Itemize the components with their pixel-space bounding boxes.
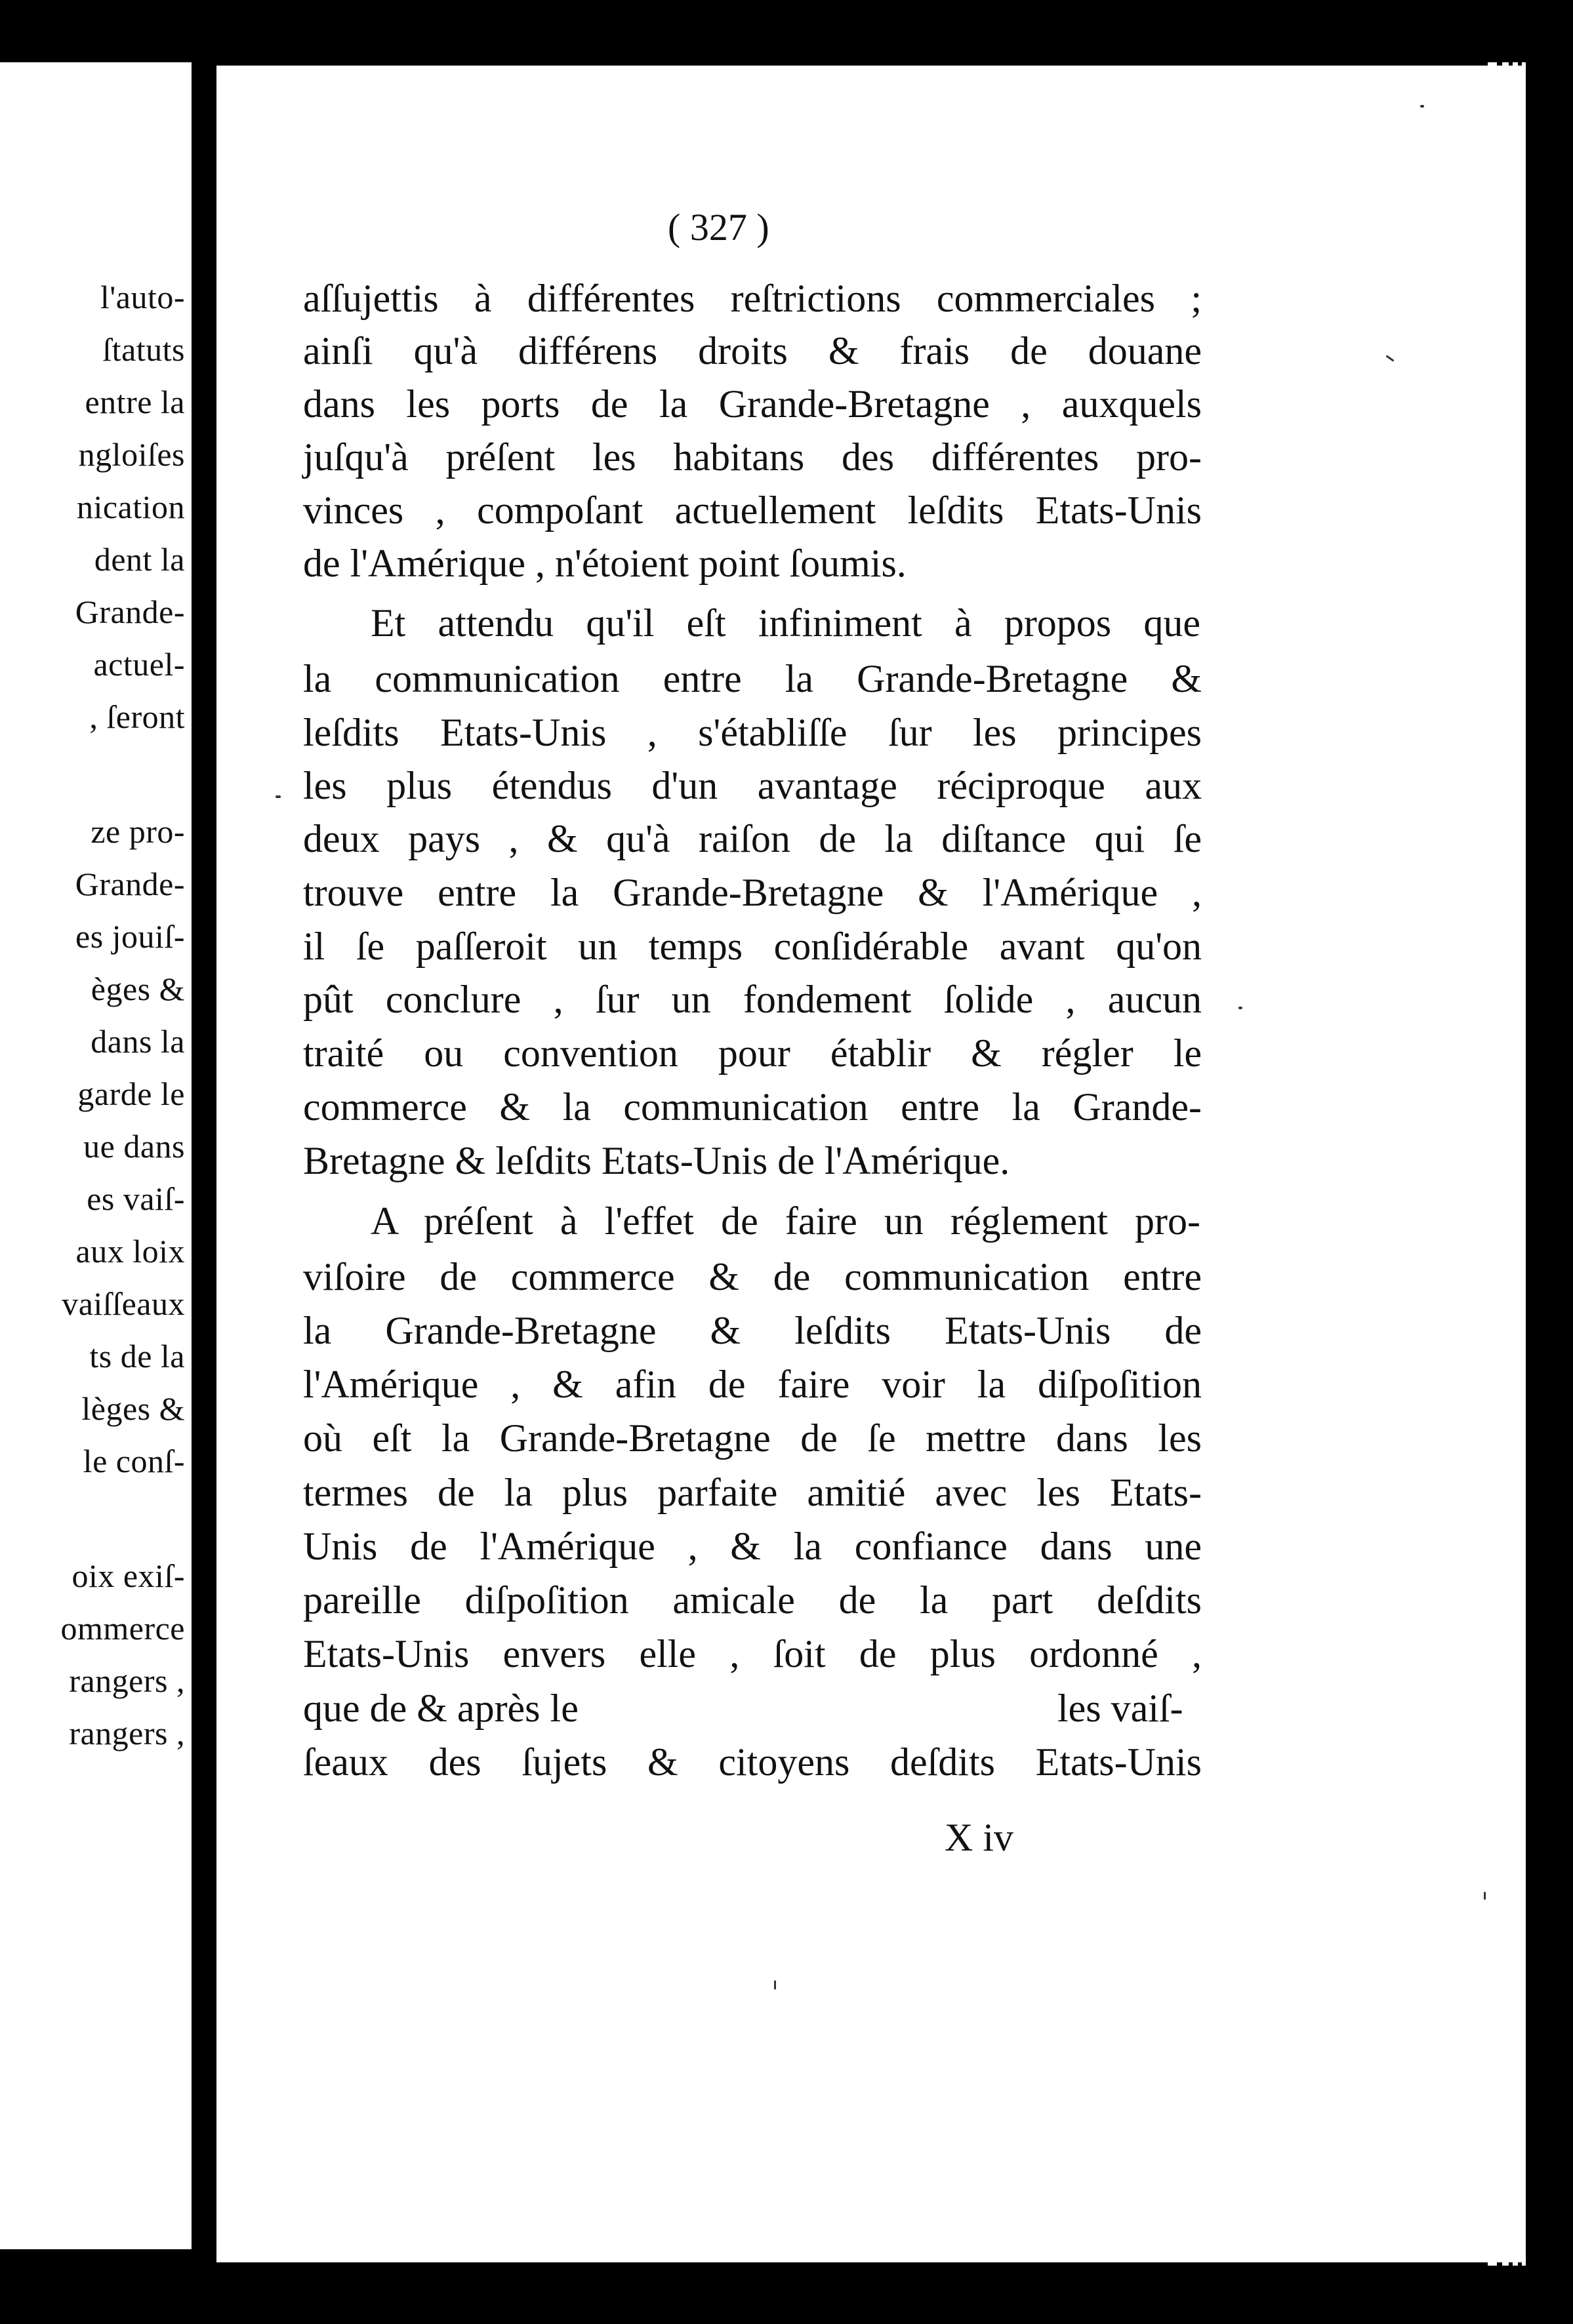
text-line: leſdits Etats-Unis , s'établiſſe ſur les principes: [303, 711, 1202, 754]
left-page-line: dent la: [94, 541, 185, 578]
text-line: aſſujettis à différentes reſtrictions commerciales ;: [303, 277, 1202, 320]
left-page-line: le conſ-: [83, 1443, 185, 1479]
text-line: les plus étendus d'un avantage réciproque aux: [303, 764, 1202, 807]
left-page-line: ſtatuts: [102, 331, 185, 368]
left-page-line: es jouiſ-: [75, 918, 185, 955]
left-page-line: Grande-: [75, 866, 185, 902]
paper-speck: [276, 795, 281, 798]
left-page-line: entre la: [85, 384, 185, 420]
text-line-before-blank: que de & après le: [303, 1687, 579, 1730]
text-line: trouve entre la Grande-Bretagne & l'Amérique ,: [303, 871, 1202, 914]
text-line: ainſi qu'à différens droits & frais de douane: [303, 329, 1202, 372]
left-page-line: vaiſſeaux: [62, 1285, 185, 1322]
left-page-line: , ſeront: [89, 698, 185, 735]
text-line: dans les ports de la Grande-Bretagne , auxquels: [303, 382, 1202, 426]
left-page-line: lèges &: [81, 1390, 185, 1427]
text-line: il ſe paſſeroit un temps conſidérable avant qu'on: [303, 925, 1202, 968]
left-page-line: ngloiſes: [78, 436, 185, 473]
text-line: pareille diſpoſition amicale de la part deſdits: [303, 1578, 1202, 1622]
text-line: Bretagne & leſdits Etats-Unis de l'Amérique.: [303, 1139, 1010, 1182]
paper-speck: [774, 1980, 776, 1990]
left-page-line: rangers ,: [69, 1715, 185, 1752]
text-line: commerce & la communication entre la Grande-: [303, 1085, 1202, 1129]
left-page-line: l'auto-: [100, 279, 185, 315]
text-line-after-blank: les vaiſ-: [1057, 1687, 1183, 1730]
page-edge: [1513, 62, 1518, 2266]
left-page-line: rangers ,: [69, 1662, 185, 1699]
left-page-line: es vaiſ-: [87, 1180, 185, 1217]
left-page-line: aux loix: [75, 1233, 185, 1270]
left-page-line: dans la: [91, 1023, 185, 1060]
page-edge: [1502, 62, 1509, 2266]
text-line: termes de la plus parfaite amitié avec les Etats-: [303, 1471, 1202, 1514]
text-line: ſeaux des ſujets & citoyens deſdits Etats-Unis: [303, 1740, 1202, 1784]
text-line: A préſent à l'effet de faire un réglement pro-: [371, 1199, 1200, 1243]
page-edge: [1522, 62, 1526, 2266]
text-line: la Grande-Bretagne & leſdits Etats-Unis de: [303, 1309, 1202, 1352]
left-page-line: èges &: [91, 971, 185, 1007]
paper-speck: [1484, 1892, 1486, 1900]
left-page-line: ts de la: [89, 1338, 185, 1374]
text-line: la communication entre la Grande-Bretagne &: [303, 657, 1202, 700]
left-page-line: ommerce: [60, 1610, 185, 1647]
page-edge: [1488, 62, 1497, 2266]
text-line: viſoire de commerce & de communication entre: [303, 1255, 1202, 1298]
left-page-line: nication: [76, 489, 185, 525]
text-line: traité ou convention pour établir & régler le: [303, 1032, 1202, 1075]
paper-speck: [1420, 105, 1424, 108]
left-page-line: ue dans: [83, 1128, 185, 1165]
text-line: de l'Amérique , n'étoient point ſoumis.: [303, 542, 907, 585]
text-line: Etats-Unis envers elle , ſoit de plus ordonné ,: [303, 1632, 1202, 1675]
left-page-line: garde le: [77, 1075, 185, 1112]
text-line: Et attendu qu'il eſt infiniment à propos que: [371, 601, 1200, 645]
text-line: Unis de l'Amérique , & la confiance dans une: [303, 1525, 1202, 1568]
text-line: pût conclure , ſur un fondement ſolide , aucun: [303, 978, 1202, 1021]
text-line: où eſt la Grande-Bretagne de ſe mettre dans les: [303, 1416, 1202, 1460]
left-page-line: oix exiſ-: [72, 1557, 185, 1594]
left-page-line: Grande-: [75, 593, 185, 630]
text-line: l'Amérique , & afin de faire voir la diſpoſition: [303, 1363, 1202, 1406]
text-line: vinces , compoſant actuellement leſdits Etats-Unis: [303, 489, 1202, 532]
left-facing-page: [0, 62, 192, 2249]
paper-speck: [1238, 1007, 1242, 1009]
left-page-line: actuel-: [93, 646, 185, 683]
text-line: deux pays , & qu'à raiſon de la diſtance qui ſe: [303, 817, 1202, 860]
left-page-line: ze pro-: [91, 813, 185, 850]
signature-mark: X iv: [945, 1816, 1013, 1859]
text-line: juſqu'à préſent les habitans des différentes pro-: [303, 435, 1202, 479]
page-number: ( 327 ): [668, 206, 769, 249]
